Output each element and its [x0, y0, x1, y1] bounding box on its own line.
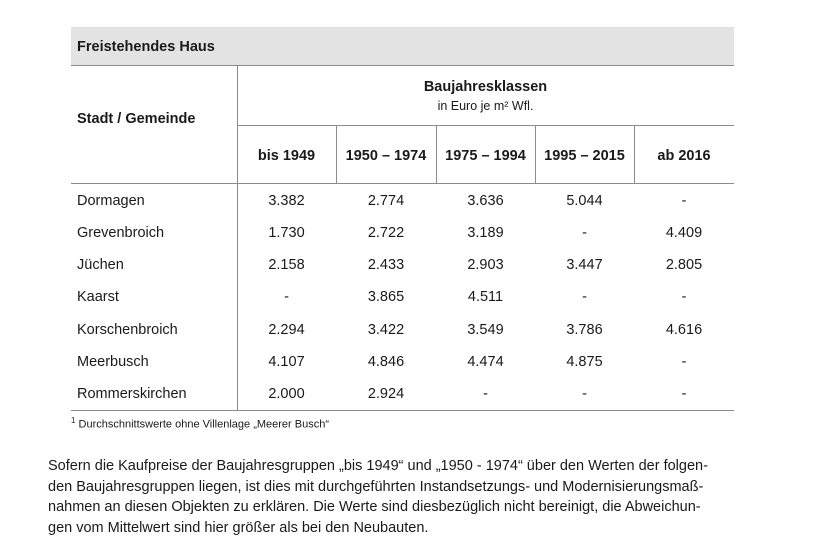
price-cell: 1.730 — [268, 225, 305, 241]
paragraph-line: den Baujahresgruppen liegen, ist dies mit durchgeführten Instandsetzungs- und Modernisierungsmaß- — [48, 478, 704, 495]
price-cell: 3.636 — [467, 193, 504, 209]
price-cell: 3.865 — [367, 289, 405, 305]
price-cell: 2.000 — [268, 386, 305, 402]
divider-table-bottom — [71, 410, 734, 411]
footnote — [71, 416, 329, 431]
footnote-marker: 1 — [71, 416, 76, 425]
divider-header-body — [71, 183, 734, 184]
city-name: Kaarst — [77, 289, 119, 305]
price-cell: - — [582, 289, 587, 305]
column-header: 1950 – 1974 — [345, 148, 427, 164]
price-cell: 2.158 — [268, 257, 305, 273]
paragraph-line: Sofern die Kaufpreise der Baujahresgruppen „bis 1949“ und „1950 - 1974“ über den Werten der folgen- — [48, 458, 708, 474]
price-cell: 3.422 — [367, 322, 405, 338]
price-cell: 3.382 — [268, 193, 305, 209]
city-name: Grevenbroich — [77, 225, 165, 241]
city-name: Korschenbroich — [77, 322, 178, 338]
price-cell: 4.107 — [268, 354, 305, 370]
group-subheader: in Euro je m² Wfl. — [437, 99, 534, 113]
city-name: Rommerskirchen — [77, 386, 187, 402]
price-cell: 2.805 — [665, 257, 703, 273]
price-cell: - — [681, 386, 687, 402]
price-cell: 2.722 — [367, 225, 405, 241]
city-name: Jüchen — [77, 257, 124, 273]
price-cell: 4.511 — [467, 289, 504, 305]
price-cell: 3.189 — [467, 225, 504, 241]
price-cell: 4.846 — [367, 354, 405, 370]
column-header: bis 1949 — [257, 148, 316, 164]
price-cell: 2.433 — [367, 257, 405, 273]
price-cell: - — [681, 354, 687, 370]
price-cell: 3.786 — [566, 322, 603, 338]
column-header: 1995 – 2015 — [544, 148, 625, 164]
price-cell: 4.875 — [566, 354, 603, 370]
price-cell: 2.924 — [367, 386, 405, 402]
paragraph-line: gen vom Mittelwert sind hier größer als bei den Neubauten. — [48, 519, 429, 536]
price-cell: 4.409 — [665, 225, 703, 241]
city-name: Dormagen — [77, 193, 145, 209]
city-column-header: Stadt / Gemeinde — [77, 111, 196, 127]
price-cell: - — [483, 386, 488, 402]
price-cell: - — [582, 225, 587, 241]
footnote-text: Durchschnittswerte ohne Villenlage „Meerer Busch“ — [78, 418, 329, 431]
price-cell: 4.616 — [665, 322, 703, 338]
price-cell: - — [284, 289, 289, 305]
column-header: ab 2016 — [657, 148, 711, 164]
price-cell: - — [582, 386, 587, 402]
price-cell: 5.044 — [566, 193, 603, 209]
explanatory-paragraph — [48, 456, 768, 538]
price-cell: - — [681, 289, 687, 305]
price-cell: - — [681, 193, 687, 209]
price-cell: 2.294 — [268, 322, 305, 338]
table-title: Freistehendes Haus — [77, 39, 215, 55]
price-cell: 2.774 — [367, 193, 405, 209]
table-title-bar — [71, 27, 734, 66]
group-header: Baujahresklassen — [423, 79, 548, 95]
column-header: 1975 – 1994 — [445, 148, 526, 164]
price-cell: 3.549 — [467, 322, 504, 338]
city-name: Meerbusch — [77, 354, 149, 370]
paragraph-line: nahmen an diesen Objekten zu erklären. Die Werte sind diesbezüglich nicht bereinigt, die Abweichun- — [48, 499, 701, 515]
price-cell: 4.474 — [467, 354, 504, 370]
price-cell: 2.903 — [467, 257, 504, 273]
divider-group-header — [237, 125, 734, 126]
price-cell: 3.447 — [566, 257, 603, 273]
